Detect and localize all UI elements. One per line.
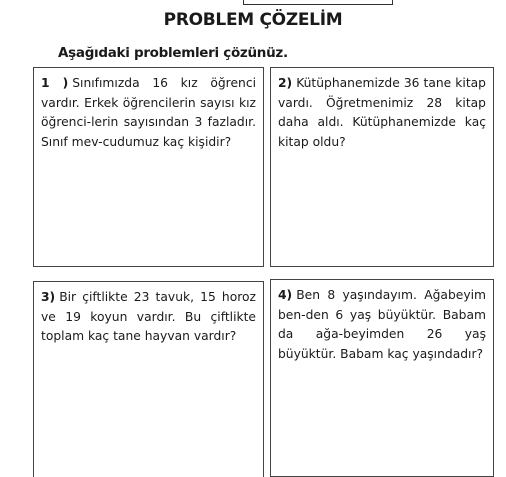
instruction-text: Aşağıdaki problemleri çözünüz. bbox=[58, 45, 288, 61]
problem-number: 1 ) bbox=[41, 76, 69, 90]
page-title: PROBLEM ÇÖZELİM bbox=[163, 10, 343, 30]
problem-number: 3) bbox=[41, 290, 56, 304]
problem-box-3 bbox=[33, 281, 264, 477]
problem-text: Ben 8 yaşındayım. Ağabeyim ben-den 6 yaş büyüktür. Babam da ağa-beyimden 26 yaş büyüktür. Babam kaç yaşındadır? bbox=[278, 288, 486, 361]
problem-number: 4) bbox=[278, 288, 293, 302]
problem-number: 2) bbox=[278, 76, 293, 90]
problem-box-4 bbox=[270, 279, 494, 477]
problem-box-2 bbox=[270, 67, 494, 267]
top-border-line bbox=[243, 0, 393, 5]
problem-text: Kütüphanemizde 36 tane kitap vardı. Öğretmenimiz 28 kitap daha aldı. Kütüphanemizde kaç kitap oldu? bbox=[278, 76, 486, 149]
problem-box-1 bbox=[33, 67, 264, 267]
problem-text: Sınıfımızda 16 kız öğrenci vardır. Erkek öğrencilerin sayısı kız öğrenci-lerin sayısından 3 fazladır. Sınıf mev-cudumuz kaç kişidir? bbox=[41, 76, 256, 149]
problem-text: Bir çiftlikte 23 tavuk, 15 horoz ve 19 koyun vardır. Bu çiftlikte toplam kaç tane hayvan vardır? bbox=[41, 290, 256, 343]
